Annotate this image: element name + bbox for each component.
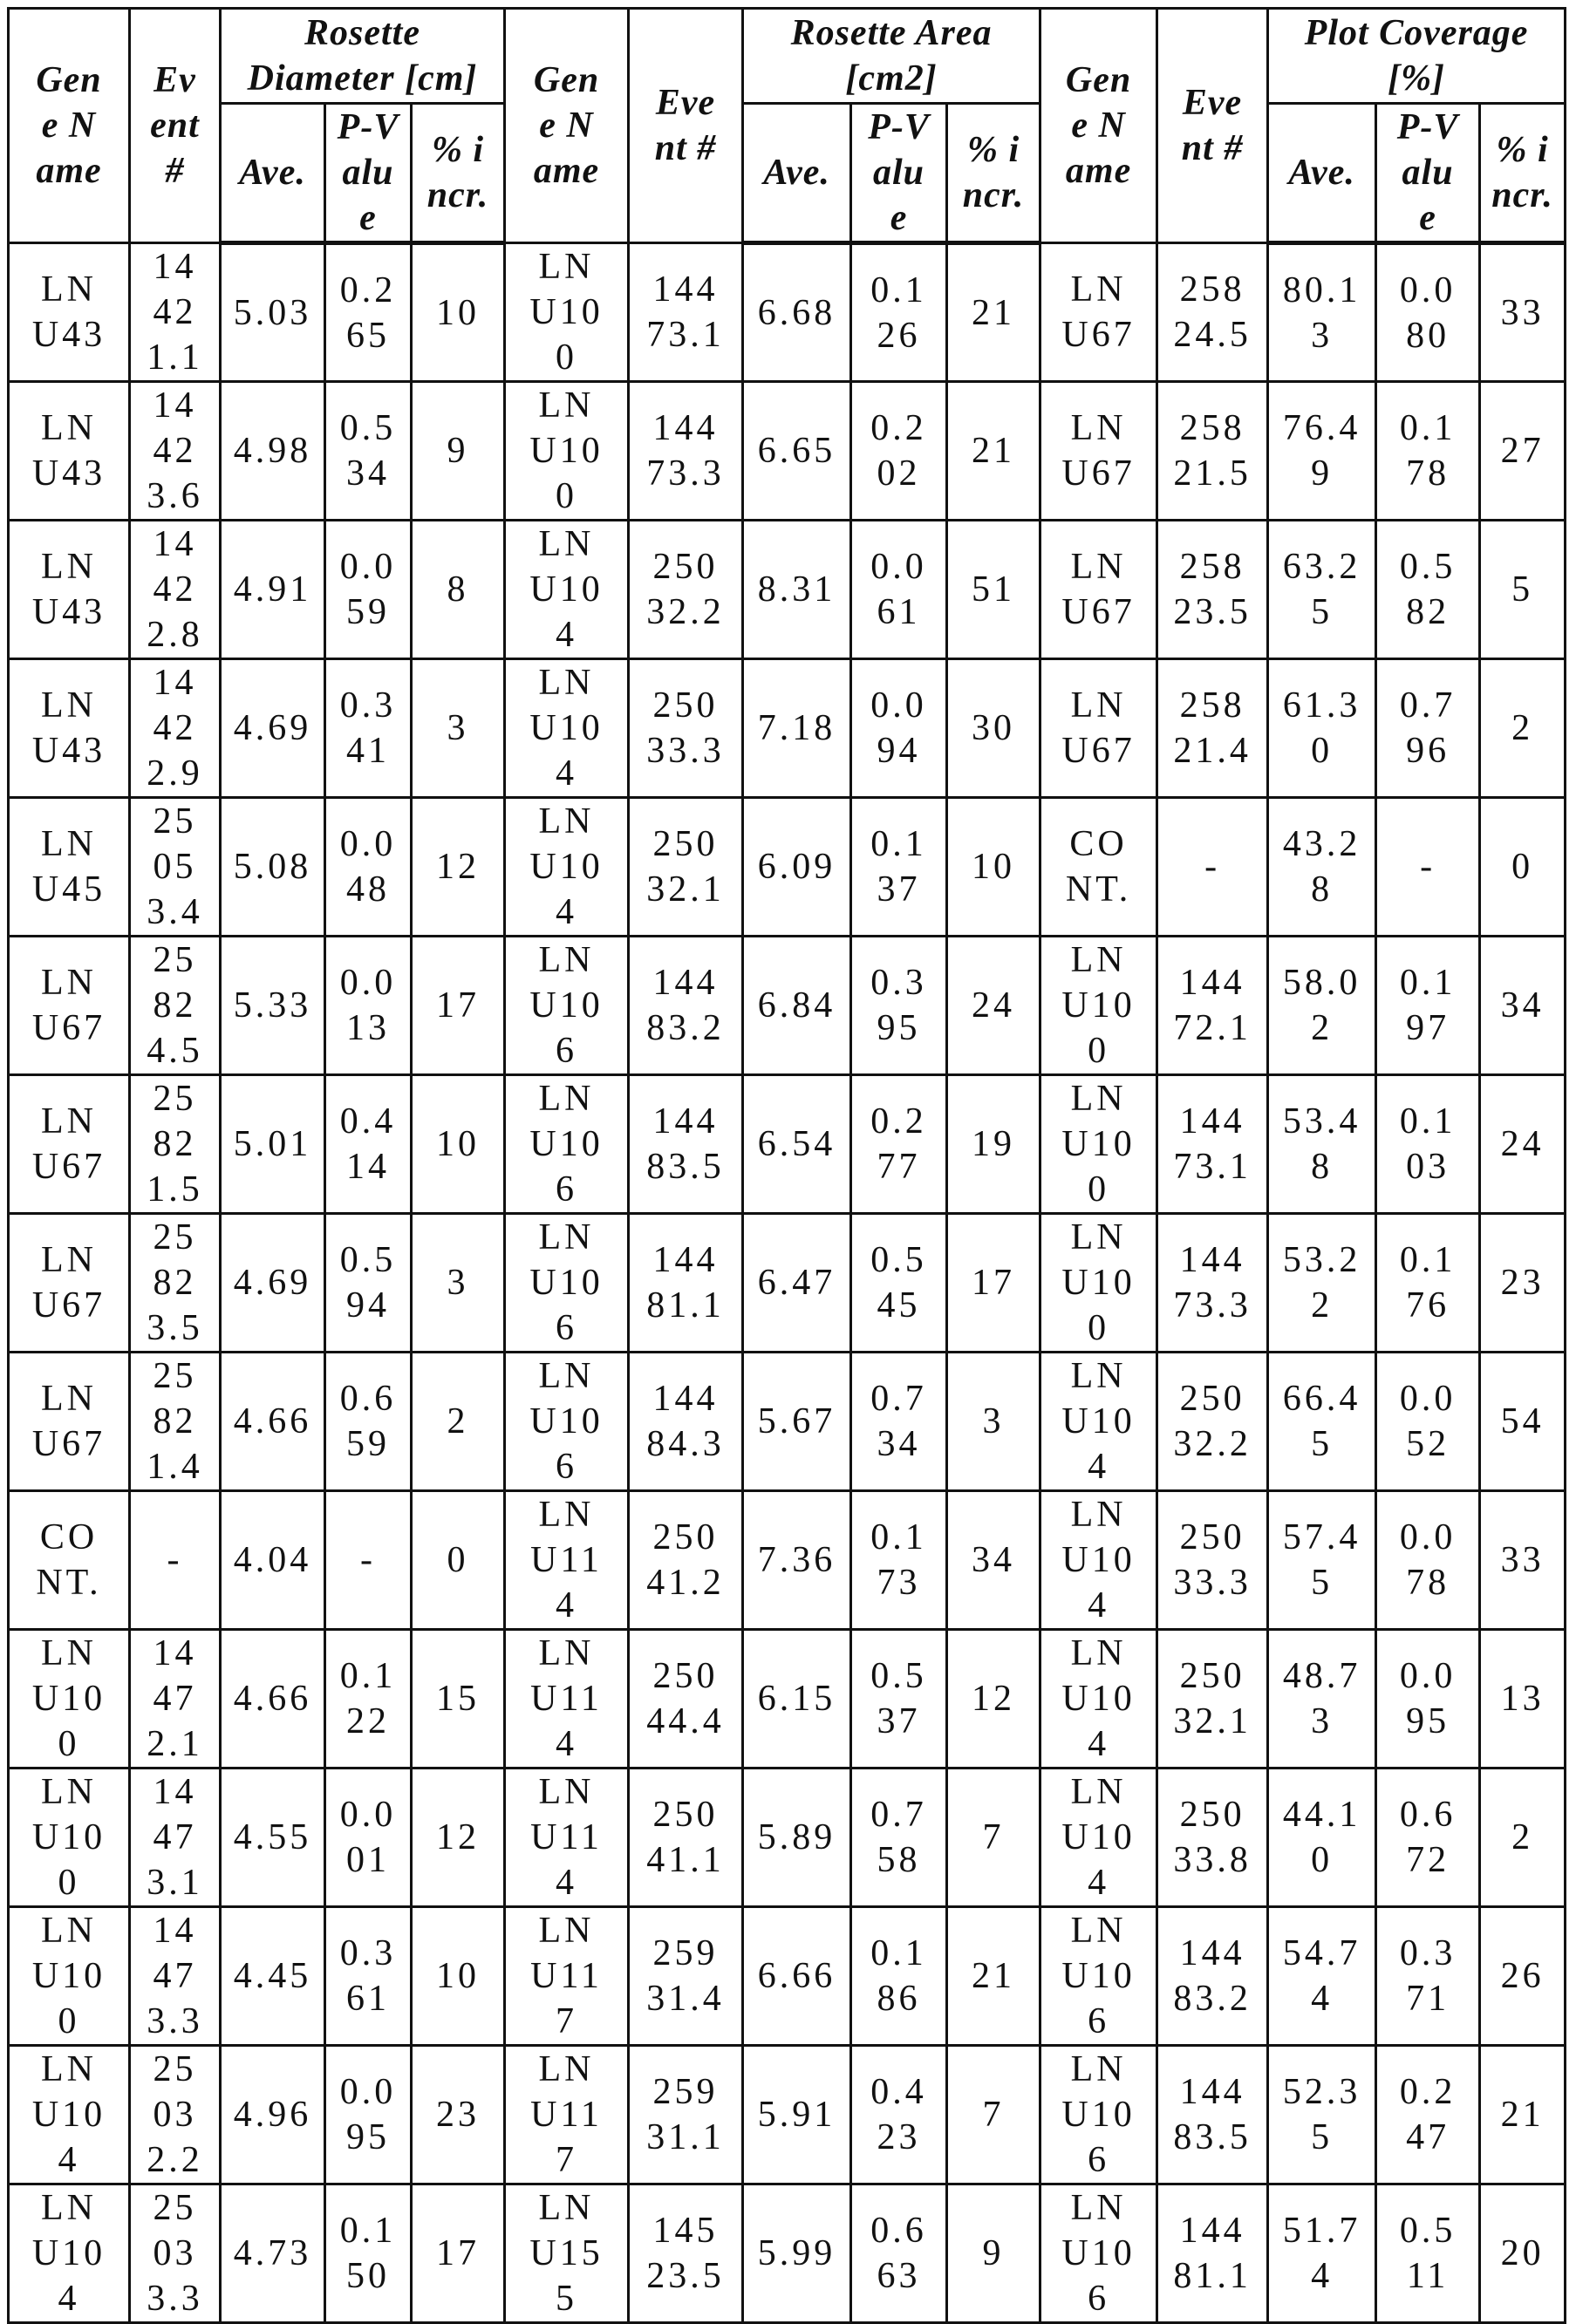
gene-name-cell: LNU67	[9, 1075, 130, 1214]
p-value-cell: 0.545	[851, 1214, 947, 1353]
header-p-value: P-Value	[325, 104, 412, 243]
ave-cell: 5.99	[743, 2184, 851, 2323]
p-value-cell: 0.511	[1376, 2184, 1480, 2323]
p-value-cell: 0.672	[1376, 1769, 1480, 1907]
gene-name-cell: LNU67	[9, 937, 130, 1075]
header-plot-coverage: Plot Coverage [%]	[1268, 9, 1566, 104]
event-cell: 14473.1	[1157, 1075, 1268, 1214]
header-gene-name: Gene Name	[505, 9, 629, 243]
gene-name-cell: LNU43	[9, 382, 130, 521]
table-row	[9, 521, 1566, 659]
event-cell: 25931.4	[629, 1907, 743, 2046]
ave-cell: 4.69	[221, 659, 325, 798]
ave-cell: 58.02	[1268, 937, 1376, 1075]
gene-name-cell: LNU104	[9, 2046, 130, 2184]
pct-incr-cell: 5	[1480, 521, 1566, 659]
p-value-cell: 0.095	[1376, 1630, 1480, 1769]
event-cell: 25821.5	[130, 1075, 221, 1214]
event-cell: 14473.3	[1157, 1214, 1268, 1353]
event-cell: 25032.2	[130, 2046, 221, 2184]
p-value-cell: 0.186	[851, 1907, 947, 2046]
ave-cell: 4.96	[221, 2046, 325, 2184]
p-value-cell: 0.178	[1376, 382, 1480, 521]
event-cell: 25032.2	[629, 521, 743, 659]
gene-name-cell: LNU104	[505, 798, 629, 937]
event-cell: 14473.3	[629, 382, 743, 521]
header-event: Event #	[629, 9, 743, 243]
gene-name-cell: LNU114	[505, 1769, 629, 1907]
gene-name-cell: LNU100	[505, 382, 629, 521]
event-cell: 25823.5	[1157, 521, 1268, 659]
p-value-cell: 0.013	[325, 937, 412, 1075]
results-table	[7, 7, 1566, 2324]
p-value-cell: 0.277	[851, 1075, 947, 1214]
ave-cell: 5.01	[221, 1075, 325, 1214]
gene-name-cell: LNU114	[505, 1630, 629, 1769]
pct-incr-cell: 0	[412, 1491, 505, 1630]
gene-name-cell: LNU43	[9, 243, 130, 382]
event-cell: 25931.1	[629, 2046, 743, 2184]
p-value-cell: 0.361	[325, 1907, 412, 2046]
pct-incr-cell: 34	[947, 1491, 1040, 1630]
pct-incr-cell: 3	[947, 1353, 1040, 1491]
gene-name-cell: LNU104	[505, 659, 629, 798]
event-cell: 25032.1	[1157, 1630, 1268, 1769]
ave-cell: 53.48	[1268, 1075, 1376, 1214]
gene-name-cell: LNU106	[1040, 2046, 1157, 2184]
ave-cell: 6.65	[743, 382, 851, 521]
p-value-cell: 0.758	[851, 1769, 947, 1907]
gene-name-cell: LNU106	[505, 1214, 629, 1353]
pct-incr-cell: 27	[1480, 382, 1566, 521]
event-cell: -	[1157, 798, 1268, 937]
event-cell: 14483.5	[629, 1075, 743, 1214]
pct-incr-cell: 2	[412, 1353, 505, 1491]
p-value-cell: 0.137	[851, 798, 947, 937]
pct-incr-cell: 10	[412, 1907, 505, 2046]
pct-incr-cell: 17	[412, 2184, 505, 2323]
pct-incr-cell: 51	[947, 521, 1040, 659]
ave-cell: 53.22	[1268, 1214, 1376, 1353]
table-row	[9, 659, 1566, 798]
ave-cell: 4.73	[221, 2184, 325, 2323]
gene-name-cell: LNU104	[9, 2184, 130, 2323]
p-value-cell: 0.341	[325, 659, 412, 798]
ave-cell: 4.91	[221, 521, 325, 659]
p-value-cell: 0.395	[851, 937, 947, 1075]
p-value-cell: 0.059	[325, 521, 412, 659]
pct-incr-cell: 21	[947, 243, 1040, 382]
gene-name-cell: LNU104	[505, 521, 629, 659]
table-body	[9, 243, 1566, 2323]
ave-cell: 4.55	[221, 1769, 325, 1907]
table-row	[9, 1907, 1566, 2046]
ave-cell: 4.45	[221, 1907, 325, 2046]
pct-incr-cell: 10	[412, 1075, 505, 1214]
pct-incr-cell: 9	[947, 2184, 1040, 2323]
gene-name-cell: LNU67	[1040, 659, 1157, 798]
p-value-cell: 0.122	[325, 1630, 412, 1769]
gene-name-cell: LNU100	[9, 1630, 130, 1769]
event-cell: 25041.2	[629, 1491, 743, 1630]
ave-cell: 6.84	[743, 937, 851, 1075]
p-value-cell: 0.048	[325, 798, 412, 937]
event-cell: -	[130, 1491, 221, 1630]
ave-cell: 44.10	[1268, 1769, 1376, 1907]
event-cell: 14422.9	[130, 659, 221, 798]
gene-name-cell: LNU104	[1040, 1630, 1157, 1769]
ave-cell: 66.45	[1268, 1353, 1376, 1491]
p-value-cell: 0.582	[1376, 521, 1480, 659]
gene-name-cell: LNU100	[9, 1907, 130, 2046]
ave-cell: 52.35	[1268, 2046, 1376, 2184]
pct-incr-cell: 0	[1480, 798, 1566, 937]
header-ave: Ave.	[1268, 104, 1376, 243]
event-cell: 25821.5	[1157, 382, 1268, 521]
gene-name-cell: CONT.	[9, 1491, 130, 1630]
table-row	[9, 2046, 1566, 2184]
pct-incr-cell: 12	[412, 798, 505, 937]
header-p-value: P-Value	[1376, 104, 1480, 243]
ave-cell: 5.08	[221, 798, 325, 937]
header-p-value: P-Value	[851, 104, 947, 243]
pct-incr-cell: 17	[947, 1214, 1040, 1353]
p-value-cell: 0.150	[325, 2184, 412, 2323]
p-value-cell: 0.001	[325, 1769, 412, 1907]
event-cell: 25032.1	[629, 798, 743, 937]
gene-name-cell: LNU43	[9, 659, 130, 798]
pct-incr-cell: 12	[412, 1769, 505, 1907]
pct-incr-cell: 3	[412, 1214, 505, 1353]
p-value-cell: 0.659	[325, 1353, 412, 1491]
table-row	[9, 1075, 1566, 1214]
event-cell: 25823.5	[130, 1214, 221, 1353]
p-value-cell: 0.126	[851, 243, 947, 382]
p-value-cell: 0.734	[851, 1353, 947, 1491]
pct-incr-cell: 20	[1480, 2184, 1566, 2323]
pct-incr-cell: 24	[1480, 1075, 1566, 1214]
pct-incr-cell: 30	[947, 659, 1040, 798]
event-cell: 25044.4	[629, 1630, 743, 1769]
ave-cell: 7.18	[743, 659, 851, 798]
ave-cell: 43.28	[1268, 798, 1376, 937]
gene-name-cell: LNU106	[505, 1353, 629, 1491]
pct-incr-cell: 7	[947, 1769, 1040, 1907]
event-cell: 14421.1	[130, 243, 221, 382]
ave-cell: 5.91	[743, 2046, 851, 2184]
event-cell: 25033.3	[1157, 1491, 1268, 1630]
p-value-cell: 0.537	[851, 1630, 947, 1769]
ave-cell: 6.09	[743, 798, 851, 937]
gene-name-cell: LNU106	[505, 1075, 629, 1214]
ave-cell: 57.45	[1268, 1491, 1376, 1630]
p-value-cell: 0.052	[1376, 1353, 1480, 1491]
event-cell: 14481.1	[629, 1214, 743, 1353]
pct-incr-cell: 9	[412, 382, 505, 521]
pct-incr-cell: 23	[1480, 1214, 1566, 1353]
p-value-cell: 0.594	[325, 1214, 412, 1353]
p-value-cell: 0.080	[1376, 243, 1480, 382]
table-row	[9, 1769, 1566, 1907]
pct-incr-cell: 8	[412, 521, 505, 659]
p-value-cell: 0.247	[1376, 2046, 1480, 2184]
event-cell: 25053.4	[130, 798, 221, 937]
table-row	[9, 937, 1566, 1075]
ave-cell: 51.74	[1268, 2184, 1376, 2323]
event-cell: 14483.2	[629, 937, 743, 1075]
pct-incr-cell: 21	[1480, 2046, 1566, 2184]
p-value-cell: 0.423	[851, 2046, 947, 2184]
pct-incr-cell: 10	[947, 798, 1040, 937]
ave-cell: 4.66	[221, 1353, 325, 1491]
table-row	[9, 382, 1566, 521]
pct-incr-cell: 21	[947, 1907, 1040, 2046]
pct-incr-cell: 2	[1480, 659, 1566, 798]
p-value-cell: 0.534	[325, 382, 412, 521]
table-row	[9, 798, 1566, 937]
header-event: Event #	[130, 9, 221, 243]
pct-incr-cell: 33	[1480, 243, 1566, 382]
gene-name-cell: LNU67	[1040, 521, 1157, 659]
pct-incr-cell: 21	[947, 382, 1040, 521]
gene-name-cell: LNU117	[505, 1907, 629, 2046]
pct-incr-cell: 7	[947, 2046, 1040, 2184]
event-cell: 14472.1	[130, 1630, 221, 1769]
event-cell: 25033.3	[629, 659, 743, 798]
pct-incr-cell: 10	[412, 243, 505, 382]
p-value-cell: 0.173	[851, 1491, 947, 1630]
header-rosette-area: Rosette Area [cm2]	[743, 9, 1040, 104]
event-cell: 25032.2	[1157, 1353, 1268, 1491]
p-value-cell: 0.663	[851, 2184, 947, 2323]
ave-cell: 48.73	[1268, 1630, 1376, 1769]
gene-name-cell: LNU106	[1040, 2184, 1157, 2323]
table-row	[9, 2184, 1566, 2323]
ave-cell: 7.36	[743, 1491, 851, 1630]
p-value-cell: 0.202	[851, 382, 947, 521]
table-row	[9, 1214, 1566, 1353]
ave-cell: 5.67	[743, 1353, 851, 1491]
gene-name-cell: LNU67	[9, 1214, 130, 1353]
ave-cell: 5.33	[221, 937, 325, 1075]
ave-cell: 8.31	[743, 521, 851, 659]
pct-incr-cell: 33	[1480, 1491, 1566, 1630]
ave-cell: 61.30	[1268, 659, 1376, 798]
pct-incr-cell: 54	[1480, 1353, 1566, 1491]
pct-incr-cell: 17	[412, 937, 505, 1075]
p-value-cell: 0.095	[325, 2046, 412, 2184]
p-value-cell: 0.176	[1376, 1214, 1480, 1353]
gene-name-cell: LNU104	[1040, 1353, 1157, 1491]
gene-name-cell: LNU67	[1040, 243, 1157, 382]
ave-cell: 6.54	[743, 1075, 851, 1214]
event-cell: 14473.3	[130, 1907, 221, 2046]
event-cell: 14473.1	[130, 1769, 221, 1907]
header-pct-incr: % incr.	[1480, 104, 1566, 243]
event-cell: 25041.1	[629, 1769, 743, 1907]
gene-name-cell: LNU104	[1040, 1491, 1157, 1630]
header-event: Event #	[1157, 9, 1268, 243]
p-value-cell: 0.265	[325, 243, 412, 382]
gene-name-cell: LNU67	[9, 1353, 130, 1491]
event-cell: 14423.6	[130, 382, 221, 521]
gene-name-cell: LNU67	[1040, 382, 1157, 521]
ave-cell: 6.68	[743, 243, 851, 382]
event-cell: 25821.4	[1157, 659, 1268, 798]
header-pct-incr: % incr.	[412, 104, 505, 243]
gene-name-cell: LNU104	[1040, 1769, 1157, 1907]
ave-cell: 4.04	[221, 1491, 325, 1630]
header-pct-incr: % incr.	[947, 104, 1040, 243]
ave-cell: 4.69	[221, 1214, 325, 1353]
gene-name-cell: LNU100	[9, 1769, 130, 1907]
ave-cell: 76.49	[1268, 382, 1376, 521]
pct-incr-cell: 12	[947, 1630, 1040, 1769]
ave-cell: 63.25	[1268, 521, 1376, 659]
table-row	[9, 243, 1566, 382]
pct-incr-cell: 3	[412, 659, 505, 798]
header-gene-name: Gene Name	[1040, 9, 1157, 243]
p-value-cell: 0.796	[1376, 659, 1480, 798]
event-cell: 25824.5	[1157, 243, 1268, 382]
ave-cell: 4.66	[221, 1630, 325, 1769]
p-value-cell: 0.197	[1376, 937, 1480, 1075]
p-value-cell: 0.414	[325, 1075, 412, 1214]
header-ave: Ave.	[221, 104, 325, 243]
ave-cell: 80.13	[1268, 243, 1376, 382]
p-value-cell: 0.061	[851, 521, 947, 659]
ave-cell: 6.66	[743, 1907, 851, 2046]
p-value-cell: 0.078	[1376, 1491, 1480, 1630]
p-value-cell: 0.094	[851, 659, 947, 798]
gene-name-cell: LNU117	[505, 2046, 629, 2184]
pct-incr-cell: 23	[412, 2046, 505, 2184]
event-cell: 14481.1	[1157, 2184, 1268, 2323]
event-cell: 25033.8	[1157, 1769, 1268, 1907]
gene-name-cell: LNU100	[1040, 1075, 1157, 1214]
p-value-cell: -	[325, 1491, 412, 1630]
event-cell: 14422.8	[130, 521, 221, 659]
gene-name-cell: LNU106	[505, 937, 629, 1075]
gene-name-cell: LNU114	[505, 1491, 629, 1630]
gene-name-cell: LNU43	[9, 521, 130, 659]
table-row	[9, 1353, 1566, 1491]
gene-name-cell: LNU100	[1040, 1214, 1157, 1353]
header-ave: Ave.	[743, 104, 851, 243]
p-value-cell: 0.103	[1376, 1075, 1480, 1214]
pct-incr-cell: 24	[947, 937, 1040, 1075]
event-cell: 14523.5	[629, 2184, 743, 2323]
event-cell: 14472.1	[1157, 937, 1268, 1075]
ave-cell: 6.47	[743, 1214, 851, 1353]
event-cell: 14473.1	[629, 243, 743, 382]
pct-incr-cell: 19	[947, 1075, 1040, 1214]
header-gene-name: Gene Name	[9, 9, 130, 243]
event-cell: 14483.2	[1157, 1907, 1268, 2046]
ave-cell: 4.98	[221, 382, 325, 521]
pct-incr-cell: 15	[412, 1630, 505, 1769]
event-cell: 14484.3	[629, 1353, 743, 1491]
ave-cell: 6.15	[743, 1630, 851, 1769]
table-row	[9, 1491, 1566, 1630]
gene-name-cell: LNU45	[9, 798, 130, 937]
p-value-cell: -	[1376, 798, 1480, 937]
gene-name-cell: LNU100	[505, 243, 629, 382]
ave-cell: 5.03	[221, 243, 325, 382]
gene-name-cell: LNU100	[1040, 937, 1157, 1075]
event-cell: 25033.3	[130, 2184, 221, 2323]
pct-incr-cell: 13	[1480, 1630, 1566, 1769]
pct-incr-cell: 34	[1480, 937, 1566, 1075]
event-cell: 14483.5	[1157, 2046, 1268, 2184]
event-cell: 25821.4	[130, 1353, 221, 1491]
gene-name-cell: CONT.	[1040, 798, 1157, 937]
gene-name-cell: LNU155	[505, 2184, 629, 2323]
pct-incr-cell: 2	[1480, 1769, 1566, 1907]
ave-cell: 5.89	[743, 1769, 851, 1907]
table-row	[9, 1630, 1566, 1769]
pct-incr-cell: 26	[1480, 1907, 1566, 2046]
p-value-cell: 0.371	[1376, 1907, 1480, 2046]
ave-cell: 54.74	[1268, 1907, 1376, 2046]
gene-name-cell: LNU106	[1040, 1907, 1157, 2046]
header-rosette-diameter: Rosette Diameter [cm]	[221, 9, 505, 104]
event-cell: 25824.5	[130, 937, 221, 1075]
